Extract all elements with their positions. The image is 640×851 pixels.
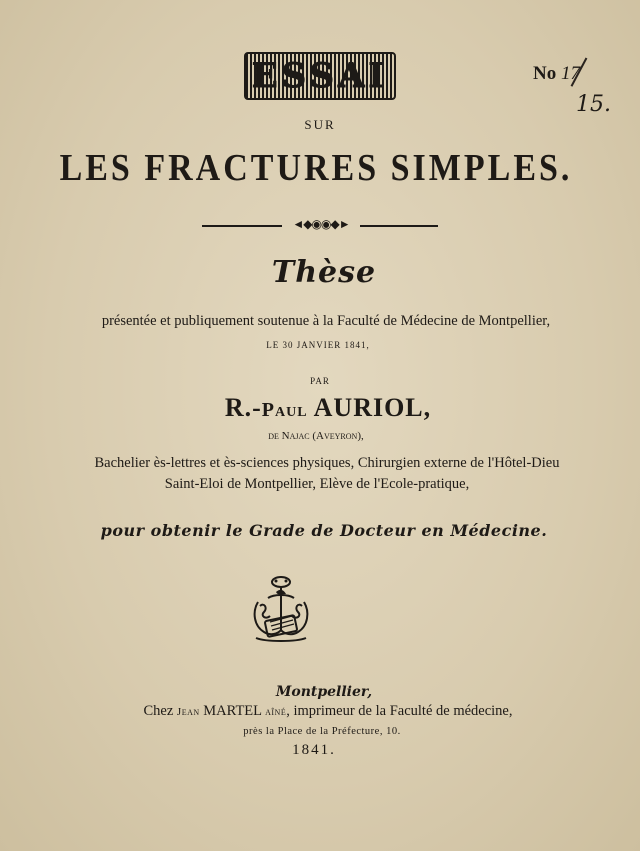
qualifications-line-1: Bachelier ès-lettres et ès-sciences physiques, Chirurgien externe de l'Hôtel-Dieu: [94, 455, 560, 471]
printer-prefix: Chez: [143, 703, 174, 719]
handwritten-note: 15.: [576, 92, 611, 117]
author-initial: R.-: [224, 393, 262, 422]
subtitle-sur: SUR: [304, 117, 336, 132]
imprint-year: 1841.: [292, 742, 336, 758]
main-title: LES FRACTURES SIMPLES.: [59, 147, 573, 190]
author-origin: de Najac (Aveyron),: [268, 430, 364, 442]
ornamental-divider: [202, 217, 438, 231]
purpose-line: pour obtenir le Grade de Docteur en Médecine.: [100, 521, 548, 540]
printer-first-name: Jean: [176, 706, 200, 718]
author-first-name: Paul: [261, 399, 308, 421]
these-heading: Thèse: [271, 255, 377, 290]
imprint-city: Montpellier,: [275, 684, 373, 700]
qualifications-line-2: Saint-Eloi de Montpellier, Elève de l'Ecole-pratique,: [164, 476, 470, 492]
author-last-name: AURIOL: [313, 393, 424, 422]
imprint-address: près la Place de la Préfecture, 10.: [243, 726, 401, 737]
catalog-number-label: No: [533, 63, 557, 84]
author-name: [8, 393, 640, 423]
printer-aine: aîné: [265, 706, 287, 718]
imprint-printer: [8, 703, 640, 720]
printer-name: MARTEL: [203, 703, 262, 719]
title-essai-text: ESSAI: [244, 52, 397, 100]
author-trailing: ,: [423, 393, 432, 422]
printer-suffix: , imprimeur de la Faculté de médecine,: [286, 703, 513, 719]
presented-line: présentée et publiquement soutenue à la Faculté de Médecine de Montpellier,: [101, 313, 551, 329]
printer-emblem-icon: [246, 572, 316, 644]
catalog-number-value: 17: [560, 63, 580, 84]
par-label: PAR: [310, 376, 330, 386]
divider-ornament-icon: ◄◆◉◉◆►: [292, 217, 350, 231]
defense-date: LE 30 JANVIER 1841,: [266, 340, 370, 350]
